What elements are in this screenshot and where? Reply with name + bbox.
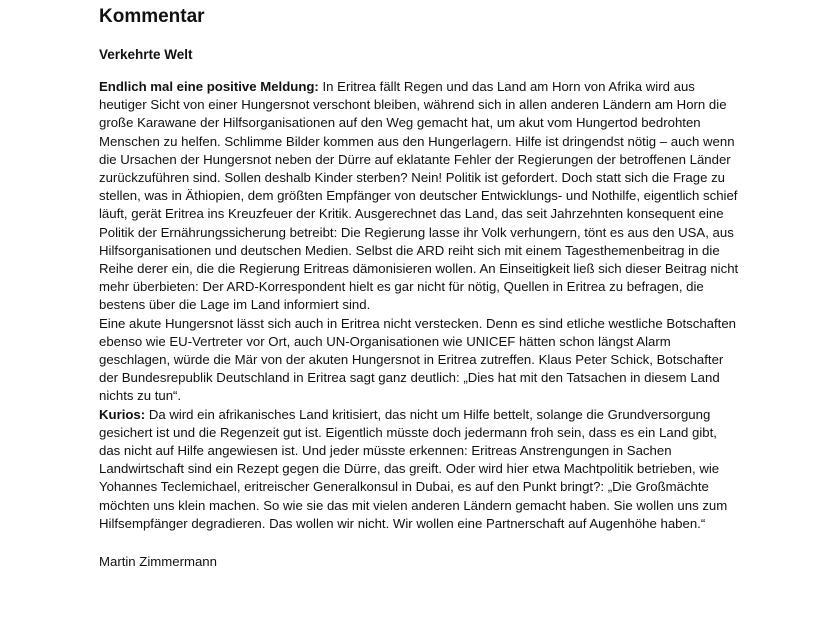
paragraph-3	[99, 406, 739, 533]
paragraph-lead: Endlich mal eine positive Meldung:	[99, 79, 319, 94]
article-title: Verkehrte Welt	[99, 47, 193, 62]
paragraph-text: Da wird ein afrikanisches Land kritisiert, das nicht um Hilfe bettelt, solange die Grundversorgung gesichert ist und die Regenzeit gut ist. Eigentlich müsste doch jedermann froh sein, dass es ein Land gibt, das nicht auf Hilfe angewiesen ist. Und jeder müsste erkennen: Eritreas Anstrengungen in Sachen Landwirtschaft sind ein Rezept gegen die Dürre, das greift. Oder wird hier etwa Machtpolitik betrieben, wie Yohannes Teclemichael, eritreischer Generalkonsul in Dubai, es auf den Punkt bringt?: „Die Großmächte möchten uns klein machen. So wie sie das mit vielen anderen Ländern gemacht haben. Sie wollen uns zum Hilfsempfänger degradieren. Das wollen wir nicht. Wir wollen eine Partnerschaft auf Augenhöhe haben.“	[99, 406, 728, 531]
paragraph-1	[99, 78, 739, 315]
paragraph-text: In Eritrea fällt Regen und das Land am Horn von Afrika wird aus heutiger Sicht von einer Hungersnot verschont bleiben, während sich in allen anderen Ländern am Horn die große Karawane der Hilfsorganisationen auf den Weg gemacht hat, um akut vom Hungertod bedrohten Menschen zu helfen. Schlimme Bilder kommen aus den Hungerlagern. Hilfe ist dringendst nötig – auch wenn die Ursachen der Hungersnot neben der Dürre auf eklatante Fehler der Regierungen der betroffenen Länder zurückzuführen sind. Sollen deshalb Kinder sterben? Nein! Politik ist gefordert. Doch statt sich die Frage zu stellen, was in Äthiopien, dem größten Empfänger von deutscher Entwicklungs- und Nothilfe, eigentlich schief läuft, gerät Eritrea ins Kreuzfeuer der Kritik. Ausgerechnet das Land, das seit Jahrzehnten konsequent eine Politik der Ernährungssicherung betreibt: Die Regierung lasse ihr Volk verhungern, tönt es aus den USA, aus Hilfsorganisationen und deutschen Medien. Selbst die ARD reiht sich mit einem Tagesthemenbeitrag in die Reihe derer ein, die die Regierung Eritreas dämonisieren wollen. An Einseitigkeit ließ sich dieser Beitrag nicht mehr überbieten: Der ARD-Korrespondent hielt es gar nicht für nötig, Quellen in Eritrea zu befragen, die bestens über die Lage im Land informiert sind.	[99, 79, 739, 313]
paragraph-2	[99, 315, 739, 406]
paragraph-text: Eine akute Hungersnot lässt sich auch in Eritrea nicht verstecken. Denn es sind etliche westliche Botschaften ebenso wie EU-Vertreter vor Ort, auch UN-Organisationen wie UNICEF hätten schon längst Alarm geschlagen, würde die Mär von der akuten Hungersnot in Eritrea zutreffen. Klaus Peter Schick, Botschafter der Bundesrepublik Deutschland in Eritrea sagt ganz deutlich: „Dies hat mit den Tatsachen in diesem Land nichts zu tun“.	[99, 315, 736, 404]
document-heading: Kommentar	[99, 6, 205, 27]
article-body	[99, 78, 739, 533]
author-name: Martin Zimmermann	[99, 554, 217, 570]
paragraph-lead: Kurios:	[99, 406, 146, 422]
document-page	[99, 0, 739, 571]
